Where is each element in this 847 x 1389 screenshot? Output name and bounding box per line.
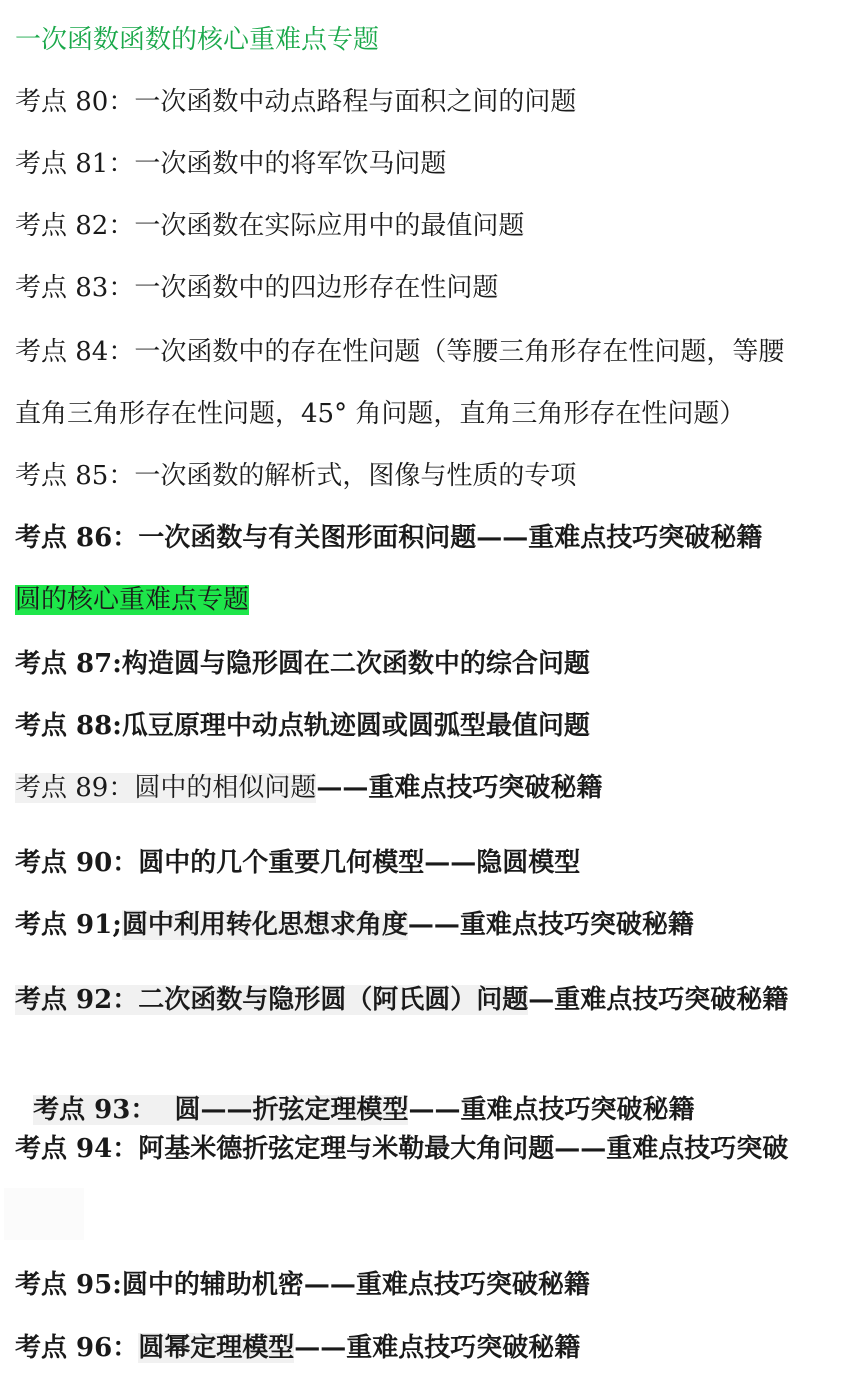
section2-title (15, 582, 249, 618)
topic-80: 考点 80：一次函数中动点路程与面积之间的问题 (15, 87, 577, 117)
topic-96-suffix: ——重难点技巧突破秘籍 (294, 1333, 581, 1363)
topic-96-highlight: 圆幂定理模型 (138, 1333, 295, 1363)
topic-82: 考点 82：一次函数在实际应用中的最值问题 (15, 211, 525, 241)
topic-93-suffix: ——重难点技巧突破秘籍 (408, 1095, 695, 1125)
topic-96-prefix: 考点 96： (15, 1333, 139, 1363)
topic-91 (15, 907, 694, 943)
topic-93 (15, 1056, 695, 1125)
topic-91-highlight: 圆中利用转化思想求角度 (121, 910, 408, 940)
topic-96 (15, 1330, 580, 1366)
topic-92 (15, 982, 788, 1018)
topic-94: 考点 94：阿基米德折弦定理与米勒最大角问题——重难点技巧突破 (15, 1134, 789, 1164)
topic-88: 考点 88:瓜豆原理中动点轨迹圆或圆弧型最值问题 (15, 711, 590, 741)
topic-86: 考点 86：一次函数与有关图形面积问题——重难点技巧突破秘籍 (15, 523, 763, 553)
topic-81: 考点 81：一次函数中的将军饮马问题 (15, 149, 447, 179)
topic-90: 考点 90：圆中的几个重要几何模型——隐圆模型 (15, 848, 581, 878)
topic-89 (15, 770, 602, 806)
topic-87: 考点 87:构造圆与隐形圆在二次函数中的综合问题 (15, 649, 590, 679)
blank-area (4, 1188, 84, 1240)
topic-84-line2: 直角三角形存在性问题，45° 角问题，直角三角形存在性问题） (15, 399, 746, 429)
topic-91-prefix: 考点 91; (15, 910, 122, 940)
topic-91-suffix: ——重难点技巧突破秘籍 (407, 910, 694, 940)
section1-title: 一次函数函数的核心重难点专题 (15, 25, 380, 55)
topic-93-highlight: 考点 93： 圆——折弦定理模型 (33, 1095, 409, 1125)
topic-92-highlight: 考点 92：二次函数与隐形圆（阿氏圆）问题 (15, 985, 529, 1015)
topic-89-suffix: ——重难点技巧突破秘籍 (316, 773, 603, 803)
topic-95: 考点 95:圆中的辅助机密——重难点技巧突破秘籍 (15, 1270, 590, 1300)
topic-83: 考点 83：一次函数中的四边形存在性问题 (15, 273, 499, 303)
topic-89-highlight: 考点 89：圆中的相似问题 (15, 773, 317, 803)
topic-92-suffix: —重难点技巧突破秘籍 (528, 985, 789, 1015)
section2-title-highlight: 圆的核心重难点专题 (15, 585, 250, 615)
topic-85: 考点 85：一次函数的解析式，图像与性质的专项 (15, 461, 577, 491)
topic-84-line1: 考点 84：一次函数中的存在性问题（等腰三角形存在性问题，等腰 (15, 337, 785, 367)
